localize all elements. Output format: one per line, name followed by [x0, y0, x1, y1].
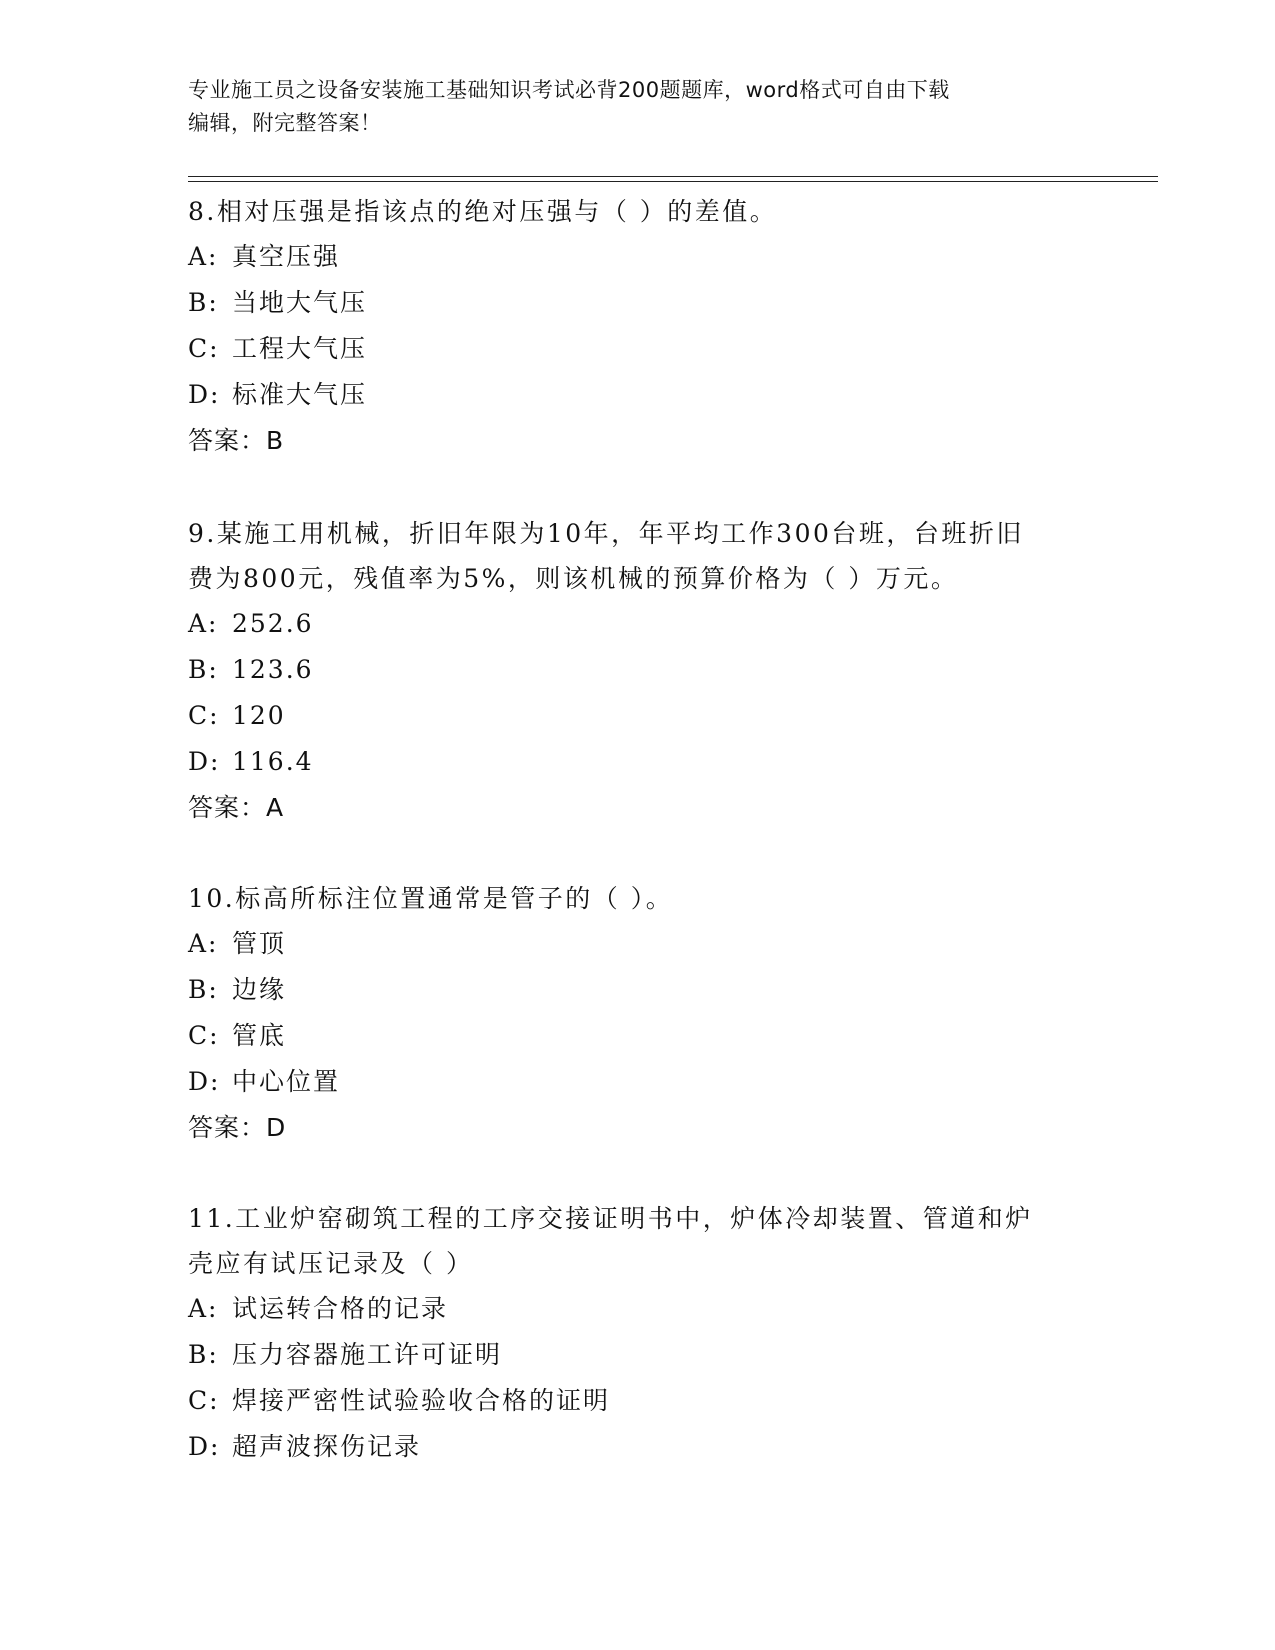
option-text: 真空压强 — [232, 242, 341, 271]
question-11 — [188, 1196, 1088, 1470]
answer-line — [188, 785, 1088, 831]
option-text: 中心位置 — [232, 1067, 341, 1096]
option-letter: B: — [188, 288, 219, 317]
option-b — [188, 647, 1088, 693]
answer-label: 答案： — [188, 793, 267, 822]
answer-label: 答案： — [188, 426, 267, 455]
option-letter: D: — [188, 1067, 221, 1096]
option-c — [188, 1378, 1088, 1424]
option-d — [188, 1059, 1088, 1105]
answer-value: A — [266, 793, 285, 822]
answer-value: D — [266, 1113, 287, 1142]
question-stem: 10.标高所标注位置通常是管子的（ ）。 — [188, 884, 674, 913]
option-text: 超声波探伤记录 — [232, 1432, 422, 1461]
option-letter: B: — [188, 655, 219, 684]
question-stem: 8.相对压强是指该点的绝对压强与（ ）的差值。 — [188, 197, 778, 226]
document-header — [188, 74, 1088, 140]
option-text: 工程大气压 — [232, 334, 368, 363]
option-letter: D: — [188, 380, 221, 409]
option-letter: D: — [188, 747, 221, 776]
option-letter: C: — [188, 1021, 220, 1050]
option-a — [188, 601, 1088, 647]
option-letter: A: — [188, 1294, 219, 1323]
option-c — [188, 326, 1088, 372]
option-letter: B: — [188, 975, 219, 1004]
option-text: 当地大气压 — [232, 288, 368, 317]
option-letter: C: — [188, 334, 220, 363]
option-text: 压力容器施工许可证明 — [232, 1340, 503, 1369]
option-letter: A: — [188, 929, 219, 958]
option-c — [188, 693, 1088, 739]
option-text: 焊接严密性试验验收合格的证明 — [232, 1386, 611, 1415]
option-c — [188, 1013, 1088, 1059]
option-d — [188, 372, 1088, 418]
answer-value: B — [266, 426, 285, 455]
option-text: 边缘 — [232, 975, 287, 1004]
question-9 — [188, 511, 1088, 831]
option-letter: C: — [188, 1386, 220, 1415]
option-a — [188, 921, 1088, 967]
question-stem-line-1: 11.工业炉窑砌筑工程的工序交接证明书中，炉体冷却装置、管道和炉 — [188, 1204, 1033, 1233]
question-10 — [188, 876, 1088, 1151]
option-text: 管顶 — [232, 929, 287, 958]
question-stem-line-2: 费为800元，残值率为5%，则该机械的预算价格为（ ）万元。 — [188, 564, 959, 593]
header-rule-bottom — [188, 181, 1158, 182]
header-line-1: 专业施工员之设备安装施工基础知识考试必背200题题库，word格式可自由下载 — [188, 78, 950, 102]
option-text: 120 — [232, 701, 286, 730]
option-letter: D: — [188, 1432, 221, 1461]
option-d — [188, 1424, 1088, 1470]
answer-line — [188, 418, 1088, 464]
option-b — [188, 1332, 1088, 1378]
option-letter: A: — [188, 242, 219, 271]
option-text: 试运转合格的记录 — [232, 1294, 449, 1323]
option-text: 标准大气压 — [232, 380, 368, 409]
option-text: 116.4 — [232, 747, 314, 776]
header-rule-top — [188, 176, 1158, 177]
option-d — [188, 739, 1088, 785]
option-letter: A: — [188, 609, 219, 638]
option-b — [188, 967, 1088, 1013]
header-line-2: 编辑，附完整答案！ — [188, 111, 382, 135]
option-letter: C: — [188, 701, 220, 730]
option-text: 123.6 — [232, 655, 314, 684]
option-a — [188, 234, 1088, 280]
option-text: 252.6 — [232, 609, 314, 638]
option-b — [188, 280, 1088, 326]
question-stem-line-1: 9.某施工用机械，折旧年限为10年，年平均工作300台班，台班折旧 — [188, 519, 1024, 548]
option-text: 管底 — [232, 1021, 287, 1050]
option-a — [188, 1286, 1088, 1332]
option-letter: B: — [188, 1340, 219, 1369]
answer-label: 答案： — [188, 1113, 267, 1142]
question-8 — [188, 189, 1088, 464]
question-stem-line-2: 壳应有试压记录及（ ） — [188, 1249, 474, 1278]
answer-line — [188, 1105, 1088, 1151]
